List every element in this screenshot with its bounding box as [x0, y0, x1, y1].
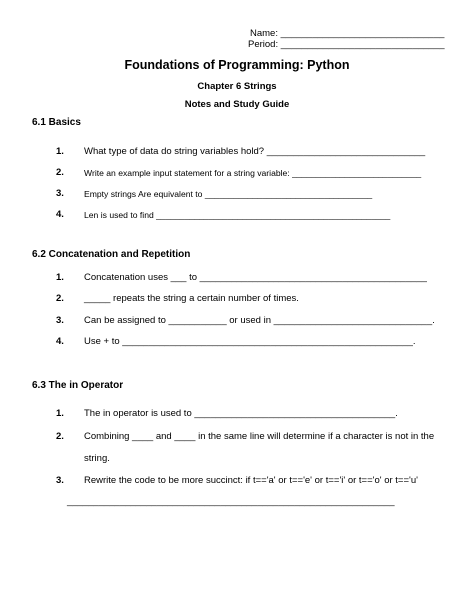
question-number: 2.	[56, 431, 64, 442]
question-number: 3.	[56, 475, 64, 486]
question-number: 2.	[56, 167, 64, 178]
question-text: Concatenation uses ___ to ___________________________________________	[84, 272, 427, 283]
question-text: _____ repeats the string a certain number of times.	[84, 293, 299, 304]
name-line: Name: _______________________________	[250, 28, 445, 39]
question-number: 2.	[56, 293, 64, 304]
question-text: Empty strings Are equivalent to ___________________________________	[84, 189, 373, 199]
question-text: The in operator is used to ______________________________________.	[84, 408, 398, 419]
question-number: 1.	[56, 408, 64, 419]
question-text-continuation: string.	[84, 453, 110, 464]
question-number: 3.	[56, 188, 64, 199]
guide-title: Notes and Study Guide	[184, 99, 290, 110]
question-text: Combining ____ and ____ in the same line will determine if a character is not in the	[84, 431, 435, 442]
question-number: 4.	[56, 209, 64, 220]
question-text: What type of data do string variables hold? ______________________________	[84, 146, 426, 157]
question-number: 1.	[56, 146, 64, 157]
question-number: 4.	[56, 336, 64, 347]
question-text: Can be assigned to ___________ or used in ______________________________.	[84, 315, 435, 326]
question-text: Rewrite the code to be more succinct: if t=='a' or t=='e' or t=='i' or t=='o' or t=='u'	[84, 475, 418, 486]
period-line: Period: _______________________________	[248, 39, 445, 50]
answer-line: ______________________________________________________________	[67, 496, 395, 507]
question-text: Use + to _______________________________________________________.	[84, 336, 416, 347]
question-number: 3.	[56, 315, 64, 326]
question-text: Len is used to find _________________________________________________	[84, 210, 391, 220]
question-text: Write an example input statement for a string variable: ___________________________	[84, 168, 422, 178]
chapter-title: Chapter 6 Strings	[197, 81, 277, 92]
document-title: Foundations of Programming: Python	[124, 58, 350, 72]
section-heading-in-operator: 6.3 The in Operator	[32, 380, 124, 391]
section-heading-basics: 6.1 Basics	[32, 117, 81, 128]
question-number: 1.	[56, 272, 64, 283]
section-heading-concatenation: 6.2 Concatenation and Repetition	[32, 249, 191, 260]
